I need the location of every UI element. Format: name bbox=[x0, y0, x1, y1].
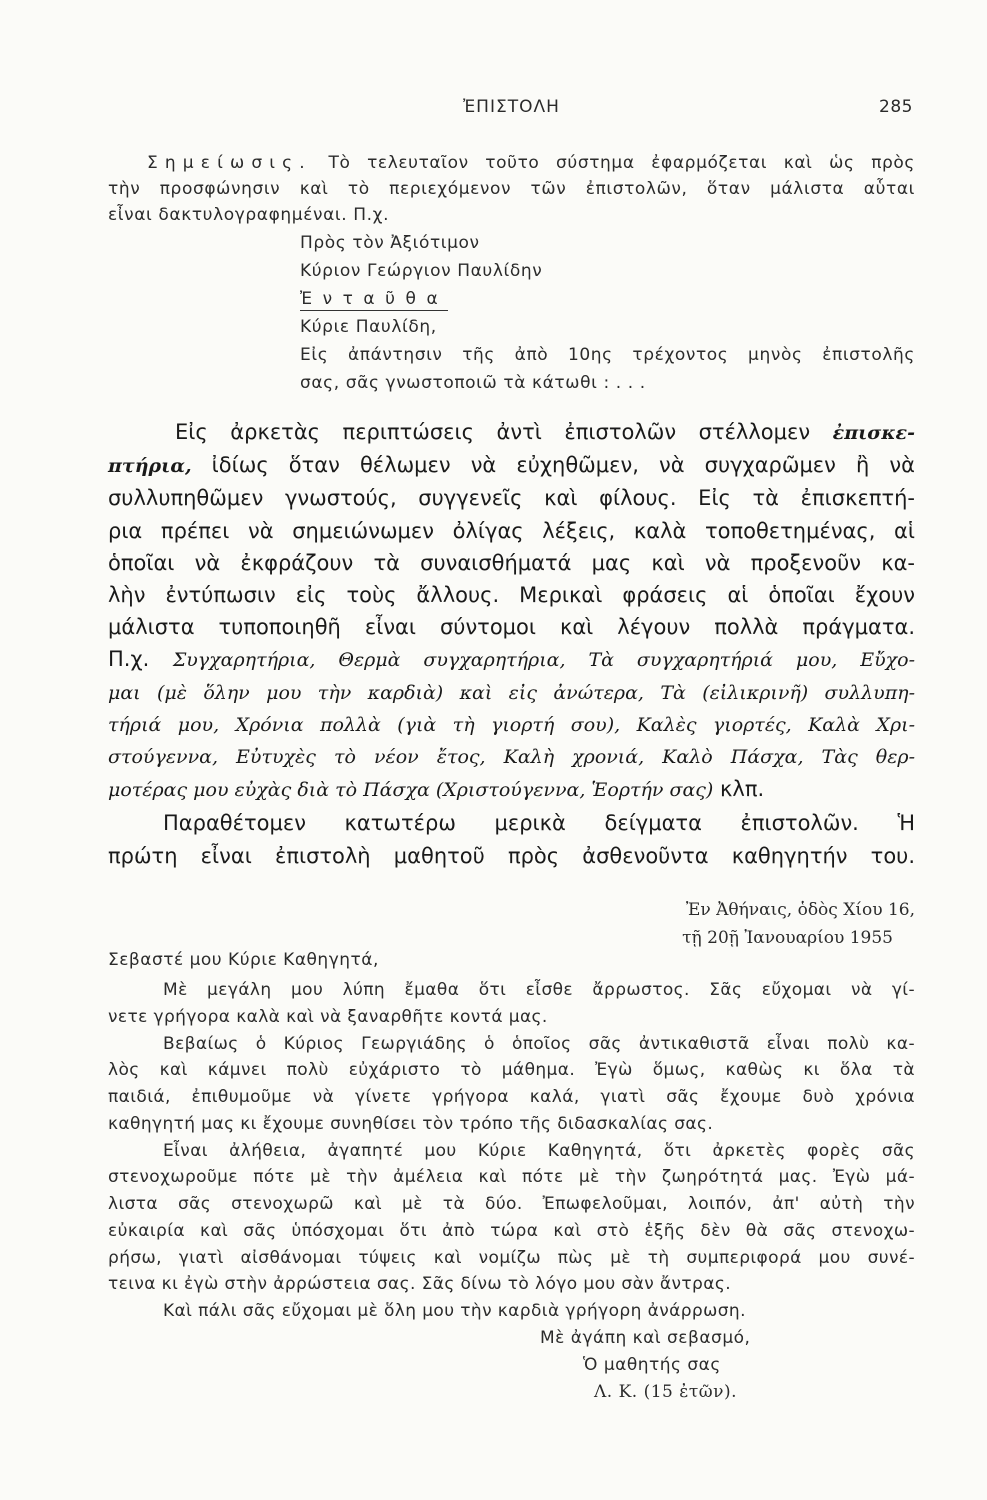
recipient-place-line bbox=[300, 285, 915, 313]
letter-line: ρήσω, γιατὶ αἰσθάνομαι τύψεις καὶ νομίζω πὼς μὲ τὴ συμπεριφορά μου συνέ- bbox=[108, 1247, 915, 1268]
letter-line: παιδιά, ἐπιθυμοῦμε νὰ γίνετε γρήγορα καλά, γιατὶ σᾶς ἔχουμε δυὸ χρόνια bbox=[108, 1087, 915, 1107]
running-title: ἘΠΙΣΤΟΛΗ bbox=[463, 97, 560, 117]
letter-line: νετε γρήγορα καλὰ καὶ νὰ ξαναρθῆτε κοντά μας. bbox=[108, 1006, 548, 1027]
letter-closing bbox=[0, 1325, 987, 1406]
closing-line: Μὲ ἀγάπη καὶ σεβασμό, bbox=[540, 1328, 751, 1348]
note-paragraph bbox=[108, 150, 915, 228]
intro-paragraph bbox=[108, 807, 915, 873]
example-body-line: Εἰς ἀπάντησιν τῆς ἀπὸ 10ης τρέχοντος μηνὸς ἐπιστολῆς bbox=[300, 345, 915, 365]
note-line bbox=[108, 150, 915, 176]
example-phrases: Συγχαρητήρια, Θερμὰ συγχαρητήρια, Τὰ συγχαρητήριά μου, Εὔχο- bbox=[172, 649, 915, 672]
intro-line: πρώτη εἶναι ἐπιστολὴ μαθητοῦ πρὸς ἀσθενοῦντα καθηγητήν του. bbox=[108, 844, 915, 868]
recipient-line: Πρὸς τὸν Ἀξιότιμον bbox=[300, 233, 480, 253]
running-head bbox=[108, 95, 915, 119]
note-text: Τὸ τελευταῖον τοῦτο σύστημα ἐφαρμόζεται καὶ ὡς πρὸς bbox=[311, 153, 915, 173]
main-line: στούγεννα, Εὐτυχὲς τὸ νέον ἔτος, Καλὴ χρονιά, Καλὸ Πάσχα, Τὰς θερ- bbox=[108, 746, 915, 769]
note-label: Σημείωσις. bbox=[147, 153, 312, 173]
main-paragraph bbox=[108, 416, 915, 806]
page-number: 285 bbox=[879, 97, 913, 117]
letter-body bbox=[108, 977, 915, 1325]
note-line: εἶναι δακτυλογραφημέναι. Π.χ. bbox=[108, 205, 390, 225]
main-line bbox=[108, 449, 915, 482]
emphasis-term: ἐπισκε- bbox=[832, 422, 915, 444]
letter-line: λὸς καὶ κάμνει πολὺ εὐχάριστο τὸ μάθημα. Ἐγὼ ὅμως, καθὼς κι ὅλα τὰ bbox=[108, 1060, 915, 1081]
recipient-line: Κύριον Γεώργιον Παυλίδην bbox=[300, 261, 543, 281]
closing-line: Ὁ μαθητής σας bbox=[583, 1355, 721, 1375]
intro-line: Παραθέτομεν κατωτέρω μερικὰ δείγματα ἐπιστολῶν. Ἡ bbox=[163, 811, 915, 835]
dateline-line: τῇ 20ῇ Ἰανουαρίου 1955 bbox=[682, 928, 893, 948]
letter-line: Καὶ πάλι σᾶς εὔχομαι μὲ ὅλη μου τὴν καρδιὰ γρήγορη ἀνάρρωση. bbox=[163, 1301, 746, 1321]
letter-line: στενοχωροῦμε πότε μὲ τὴν ἀμέλεια καὶ πότε μὲ τὴν ζωηρότητά μας. Ἐγὼ μά- bbox=[108, 1167, 915, 1188]
letter-salutation bbox=[108, 947, 915, 973]
main-line: λὴν ἐντύπωσιν εἰς τοὺς ἄλλους. Μερικαὶ φράσεις αἱ ὁποῖαι ἔχουν bbox=[108, 583, 915, 608]
letter-line: Εἶναι ἀλήθεια, ἀγαπητέ μου Κύριε Καθηγητά, ὅτι ἀρκετὲς φορὲς σᾶς bbox=[163, 1140, 915, 1161]
letter-line: τεινα κι ἐγὼ στὴν ἀρρώστεια σας. Σᾶς δίνω τὸ λόγο μου σὰν ἄντρας. bbox=[108, 1274, 732, 1295]
main-text: κλπ. bbox=[713, 777, 765, 802]
main-line: συλλυπηθῶμεν γνωστούς, συγγενεῖς καὶ φίλους. Εἰς τὰ ἐπισκεπτή- bbox=[108, 486, 915, 511]
letter-line: Βεβαίως ὁ Κύριος Γεωργιάδης ὁ ὁποῖος σᾶς ἀντικαθιστᾶ εἶναι πολὺ κα- bbox=[163, 1033, 915, 1054]
example-body-line: σας, σᾶς γνωστοποιῶ τὰ κάτωθι : . . . bbox=[300, 373, 646, 393]
main-line: μαι (μὲ ὅλην μου τὴν καρδιὰ) καὶ εἰς ἀνώτερα, Τὰ (εἰλικρινῆ) συλλυπη- bbox=[108, 681, 915, 704]
example-letter bbox=[300, 229, 915, 397]
example-salutation: Κύριε Παυλίδη, bbox=[300, 317, 437, 337]
signature: Λ. Κ. (15 ἐτῶν). bbox=[594, 1382, 738, 1402]
main-line: ρια πρέπει νὰ σημειώνωμεν ὀλίγας λέξεις, καλὰ τοποθετημένας, αἱ bbox=[108, 518, 915, 543]
example-phrases: μοτέρας μου εὐχὰς διὰ τὸ Πάσχα (Χριστούγεννα, Ἑορτήν σας) bbox=[108, 779, 714, 802]
main-line bbox=[108, 773, 915, 806]
emphasis-term: πτήρια, bbox=[108, 455, 192, 478]
main-text: Π.χ. bbox=[108, 647, 173, 672]
letter-line: Μὲ μεγάλη μου λύπη ἔμαθα ὅτι εἶσθε ἄρρωστος. Σᾶς εὔχομαι νὰ γί- bbox=[163, 980, 915, 1000]
main-text: Εἰς ἀρκετὰς περιπτώσεις ἀντὶ ἐπιστολῶν στέλλομεν bbox=[175, 420, 833, 444]
note-line: τὴν προσφώνησιν καὶ τὸ περιεχόμενον τῶν ἐπιστολῶν, ὅταν μάλιστα αὗται bbox=[108, 179, 915, 199]
dateline-line: Ἐν Ἀθήναις, ὁδὸς Χίου 16, bbox=[685, 900, 915, 920]
main-line: μάλιστα τυποποιηθῆ εἶναι σύντομοι καὶ λέγουν πολλὰ πράγματα. bbox=[108, 615, 915, 640]
salutation-line: Σεβαστέ μου Κύριε Καθηγητά, bbox=[108, 950, 379, 970]
letter-dateline bbox=[108, 896, 915, 952]
letter-line: λιστα σᾶς στενοχωρῶ καὶ μὲ τὰ δύο. Ἐπωφελοῦμαι, λοιπόν, ἀπ' αὐτὴ τὴν bbox=[108, 1194, 915, 1214]
letter-line: καθηγητή μας κι ἔχουμε συνηθίσει τὸν τρόπο τῆς διδασκαλίας σας. bbox=[108, 1113, 714, 1134]
main-line bbox=[108, 643, 915, 676]
main-line: τήριά μου, Χρόνια πολλὰ (γιὰ τὴ γιορτή σου), Καλὲς γιορτές, Καλὰ Χρι- bbox=[108, 713, 915, 736]
main-line bbox=[108, 416, 915, 449]
letter-line: εὐκαιρία καὶ σᾶς ὑπόσχομαι ὅτι ἀπὸ τώρα καὶ στὸ ἑξῆς δὲν θὰ σᾶς στενοχω- bbox=[108, 1220, 915, 1241]
recipient-place: Ἐνταῦθα bbox=[300, 289, 449, 309]
main-text: ἰδίως ὅταν θέλωμεν νὰ εὐχηθῶμεν, νὰ συγχαρῶμεν ἢ νὰ bbox=[191, 453, 915, 478]
main-line: ὁποῖαι νὰ ἐκφράζουν τὰ συναισθήματά μας καὶ νὰ προξενοῦν κα- bbox=[108, 550, 915, 575]
